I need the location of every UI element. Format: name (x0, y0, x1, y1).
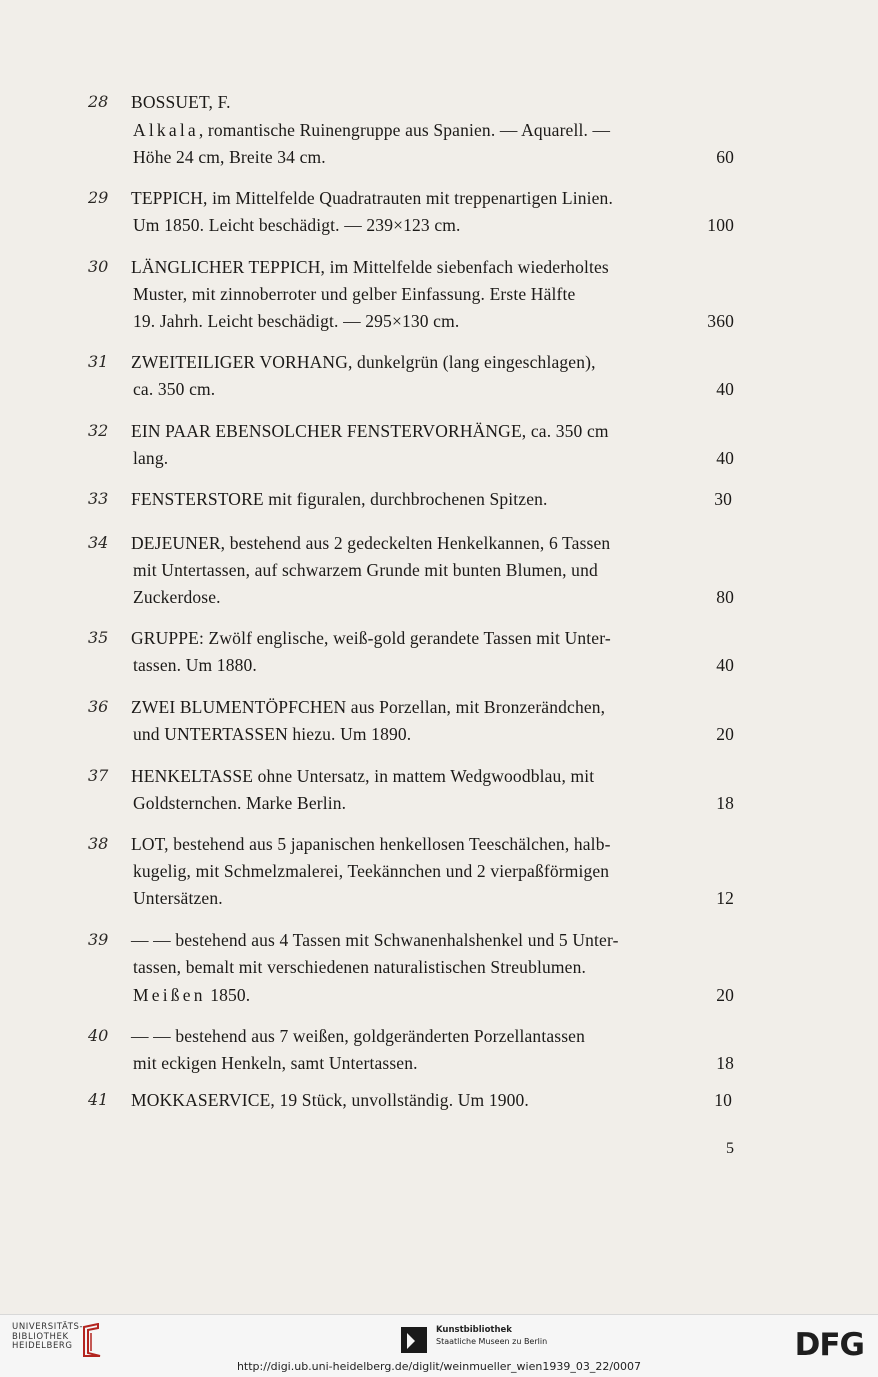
entry-line (131, 926, 732, 954)
entry-price: 20 (716, 724, 734, 744)
entry-price: 18 (716, 793, 734, 813)
entry-price: 100 (707, 215, 734, 235)
entry-number: 39 (88, 930, 109, 949)
entry-number: 35 (88, 628, 109, 647)
entry-text (131, 1086, 529, 1114)
entry-text (131, 253, 609, 281)
entry-text-body: 1850. (205, 985, 251, 1005)
entry-text (131, 88, 231, 116)
entry-text-body: tassen. Um 1880. (133, 655, 257, 675)
entry-line (131, 762, 732, 790)
entry-text (133, 280, 575, 308)
entry-text-body: BOSSUET, F. (131, 92, 231, 112)
entry-text (133, 116, 610, 144)
entry-line (133, 116, 734, 144)
entry-price: 18 (716, 1053, 734, 1073)
entry-text (133, 953, 586, 981)
entry-text-body: LOT, bestehend aus 5 japanischen henkellosen Teeschälchen, halb- (131, 834, 611, 854)
entry-text-body: ca. 350 cm. (133, 379, 216, 399)
entry-price: 10 (714, 1090, 732, 1110)
entry-text-body: 19. Jahrh. Leicht beschädigt. — 295×130 cm. (133, 311, 460, 331)
entry-number: 31 (88, 352, 109, 371)
entry-number: 29 (88, 188, 109, 207)
entry-text-body: mit eckigen Henkeln, samt Untertassen. (133, 1053, 418, 1073)
entry-text-body: tassen, bemalt mit verschiedenen naturalistischen Streublumen. (133, 957, 586, 977)
entry-line (133, 1049, 734, 1077)
entry-text (131, 693, 605, 721)
entry-number: 30 (88, 257, 109, 276)
entry-line (131, 1086, 732, 1114)
entry-text (131, 926, 619, 954)
entry-text-body: Goldsternchen. Marke Berlin. (133, 793, 347, 813)
entry-line (131, 830, 732, 858)
entry-text-body: Untersätzen. (133, 888, 223, 908)
university-library-label: UNIVERSITÄTS- BIBLIOTHEK HEIDELBERG (12, 1322, 84, 1351)
source-url[interactable]: http://digi.ub.uni-heidelberg.de/diglit/weinmueller_wien1939_03_22/0007 (236, 1360, 642, 1373)
entry-number: 33 (88, 489, 109, 508)
entry-text-body: Höhe 24 cm, Breite 34 cm. (133, 147, 326, 167)
entry-line (133, 981, 734, 1009)
entry-spaced-text: Alkala (133, 120, 199, 140)
entry-text-body: , romantische Ruinengruppe aus Spanien. — Aquarell. — (198, 120, 611, 140)
kunstbibliothek-logo-icon (401, 1327, 427, 1353)
entry-line (133, 651, 734, 679)
entry-line (131, 693, 732, 721)
entry-line (133, 789, 734, 817)
entry-text (131, 348, 596, 376)
entry-text (133, 307, 459, 335)
entry-text (133, 651, 257, 679)
dfg-logo: DFG (794, 1327, 864, 1363)
entry-line (131, 253, 732, 281)
entry-text (133, 375, 215, 403)
entry-number: 38 (88, 834, 109, 853)
entry-text (133, 857, 609, 885)
entry-price: 360 (707, 311, 734, 331)
entry-number: 34 (88, 533, 109, 552)
entry-text (133, 143, 326, 171)
entry-text-body: HENKELTASSE ohne Untersatz, in mattem Wedgwoodblau, mit (131, 766, 595, 786)
entry-line (131, 417, 732, 445)
entry-line (133, 556, 734, 584)
page-number: 5 (726, 1140, 734, 1157)
entry-number: 36 (88, 697, 109, 716)
kunstbibliothek-label: Kunstbibliothek Staatliche Museen zu Berlin (436, 1325, 548, 1346)
entry-line (133, 884, 734, 912)
entry-line (131, 348, 732, 376)
entry-line (133, 583, 734, 611)
entry-text-body: lang. (133, 448, 169, 468)
entry-line (133, 211, 734, 239)
entry-text-body: ZWEI BLUMENTÖPFCHEN aus Porzellan, mit Bronzerändchen, (131, 697, 606, 717)
entry-text-body: mit Untertassen, auf schwarzem Grunde mit bunten Blumen, und (133, 560, 598, 580)
entry-text-body: kugelig, mit Schmelzmalerei, Teekännchen und 2 vierpaßförmigen (133, 861, 610, 881)
entry-text (133, 1049, 418, 1077)
entry-text-body: FENSTERSTORE mit figuralen, durchbrochenen Spitzen. (131, 489, 548, 509)
entry-text (131, 1022, 585, 1050)
entry-text (133, 211, 461, 239)
entry-line (131, 529, 732, 557)
entry-text (133, 884, 223, 912)
entry-line (133, 143, 734, 171)
entry-price: 80 (716, 587, 734, 607)
entry-number: 40 (88, 1026, 109, 1045)
entry-number: 28 (88, 92, 109, 111)
entry-text-body: GRUPPE: Zwölf englische, weiß-gold gerandete Tassen mit Unter- (131, 628, 611, 648)
entry-line (133, 953, 734, 981)
entry-text (133, 720, 411, 748)
entry-text (133, 556, 598, 584)
entry-text (131, 184, 613, 212)
entry-text (133, 789, 346, 817)
entry-line (131, 624, 732, 652)
entry-line (133, 857, 734, 885)
entry-line (133, 280, 734, 308)
entry-price: 20 (716, 985, 734, 1005)
entry-line (133, 307, 734, 335)
entry-text-body: Zuckerdose. (133, 587, 221, 607)
entry-text-body: LÄNGLICHER TEPPICH, im Mittelfelde siebenfach wiederholtes (131, 257, 609, 277)
entry-text-body: und UNTERTASSEN hiezu. Um 1890. (133, 724, 412, 744)
entry-text-body: EIN PAAR EBENSOLCHER FENSTERVORHÄNGE, ca. 350 cm (131, 421, 609, 441)
entry-price: 30 (714, 489, 732, 509)
entry-text (131, 417, 609, 445)
entry-price: 40 (716, 448, 734, 468)
entry-line (133, 720, 734, 748)
university-logo-icon (78, 1323, 104, 1357)
entry-text-body: Muster, mit zinnoberroter und gelber Einfassung. Erste Hälfte (133, 284, 576, 304)
entry-text (131, 830, 611, 858)
entry-line (131, 1022, 732, 1050)
entry-line (133, 444, 734, 472)
entry-text (133, 444, 168, 472)
entry-price: 12 (716, 888, 734, 908)
entry-number: 37 (88, 766, 109, 785)
entry-line (131, 485, 732, 513)
entry-price: 40 (716, 379, 734, 399)
entry-text (131, 529, 610, 557)
entry-line (131, 184, 732, 212)
entry-line (133, 375, 734, 403)
entry-text-body: TEPPICH, im Mittelfelde Quadratrauten mit treppenartigen Linien. (131, 188, 613, 208)
entry-number: 32 (88, 421, 109, 440)
entry-text (131, 762, 594, 790)
entry-text-body: — — bestehend aus 7 weißen, goldgeränderten Porzellantassen (131, 1026, 585, 1046)
entry-line (131, 88, 732, 116)
entry-text-body: ZWEITEILIGER VORHANG, dunkelgrün (lang eingeschlagen), (131, 352, 596, 372)
entry-text-body: Um 1850. Leicht beschädigt. — 239×123 cm. (133, 215, 461, 235)
entry-text (133, 583, 221, 611)
entry-price: 60 (716, 147, 734, 167)
entry-text (133, 981, 250, 1009)
entry-text (131, 485, 548, 513)
entry-text-body: DEJEUNER, bestehend aus 2 gedeckelten Henkelkannen, 6 Tassen (131, 533, 611, 553)
entry-price: 40 (716, 655, 734, 675)
entry-spaced-text: Meißen (133, 985, 206, 1005)
entry-text-body: MOKKASERVICE, 19 Stück, unvollständig. Um 1900. (131, 1090, 529, 1110)
entry-text (131, 624, 611, 652)
entry-number: 41 (88, 1090, 109, 1109)
entry-text-body: — — bestehend aus 4 Tassen mit Schwanenhalshenkel und 5 Unter- (131, 930, 619, 950)
